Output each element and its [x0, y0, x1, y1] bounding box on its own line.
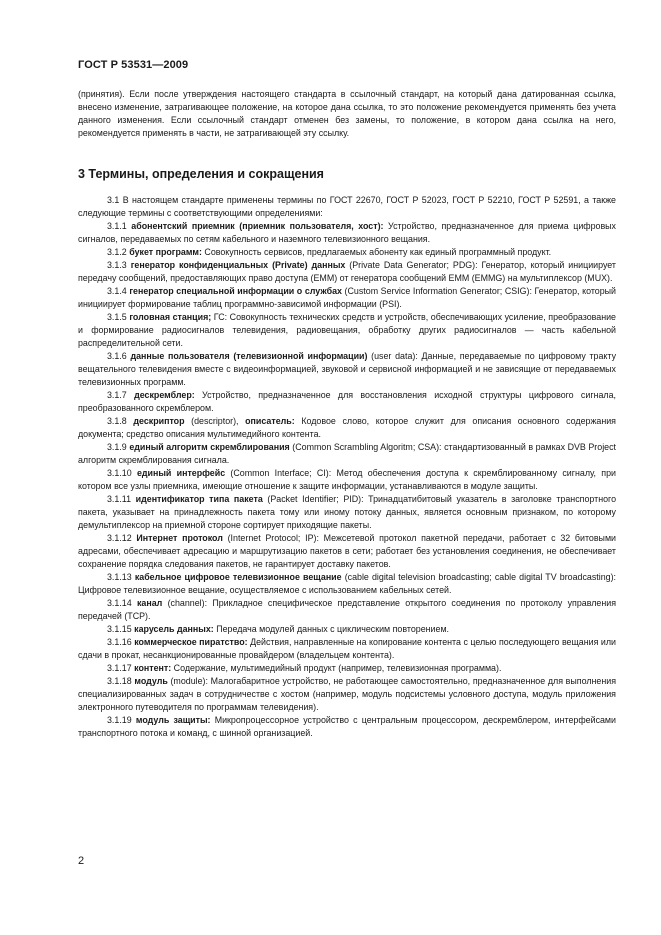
term-name: единый алгоритм скремблирования [129, 442, 290, 452]
term-number: 3.1.17 [107, 663, 132, 673]
term-name: абонентский приемник (приемник пользователя, хост): [131, 221, 384, 231]
intro-paragraph: (принятия). Если после утверждения настоящего стандарта в ссылочный стандарт, на который дана датированная ссылка, внесено изменение, затрагивающее положение, на которое дана ссылка, то это положение рекомендуется применять без учета данного изменения. Если ссылочный стандарт отменен без замены, то положение, в котором дана ссылка на него, рекомендуется применять в части, не затрагивающей эту ссылку. [78, 89, 616, 138]
term-name: канал [136, 598, 163, 608]
term-text: (Common Interface; CI): Метод обеспечения доступа к скремблированному сигналу, при котором все узлы приемника, имеющие отношение к защите информации, устанавливаются в модуле защиты. [78, 468, 616, 491]
term-name: генератор конфиденциальных (Private) данных [130, 260, 346, 270]
terms-list [78, 220, 616, 740]
term-name: Интернет протокол [136, 533, 223, 543]
term-text: (Private Data Generator; PDG): Генератор, который инициирует передачу сообщений, предоставляющих право доступа (EMM) от генератора сообщений EMM (EMMG) на мультиплексор (MUX). [78, 260, 616, 283]
term-definition [78, 389, 616, 415]
document-header: ГОСТ Р 53531—2009 [78, 59, 189, 71]
term-definition [78, 571, 616, 597]
lead-paragraph: 3.1 В настоящем стандарте применены термины по ГОСТ 22670, ГОСТ Р 52023, ГОСТ Р 52210, ГОСТ Р 52591, а также следующие термины с соответствующими определениями: [78, 195, 616, 218]
term-number: 3.1.14 [107, 598, 132, 608]
term-text: (Custom Service Information Generator; CSIG): Генератор, который инициирует формирование таблиц программно-зависимой информации (PSI). [78, 286, 616, 309]
term-number: 3.1.15 [107, 624, 132, 634]
term-name-alt: описатель: [245, 416, 295, 426]
term-text: Передача модулей данных с циклическим повторением. [213, 624, 450, 634]
term-definition [78, 415, 616, 441]
term-text: (user data): Данные, передаваемые по цифровому тракту вещательного телевидения вместе с видеоинформацией, звуковой и сервисной информацией и не зависящие от передаваемых телевизионных программ. [78, 351, 617, 387]
term-definition [78, 675, 616, 714]
term-name: идентификатор типа пакета [135, 494, 263, 504]
term-text: Совокупность сервисов, предлагаемых абоненту как единый программный продукт. [201, 247, 552, 257]
term-definition [78, 467, 616, 493]
term-definition [78, 246, 616, 259]
term-name: контент: [134, 663, 172, 673]
term-name: генератор специальной информации о службах [129, 286, 342, 296]
term-definition [78, 623, 616, 636]
term-text: Устройство, предназначенное для восстановления исходной структуры цифрового сигнала, преобразованного скремблером. [78, 390, 616, 413]
term-text: (cable digital television broadcasting; cable digital TV broadcasting): Цифровое телевизионное вещание, осуществляемое с использованием кабельных сетей. [78, 572, 617, 595]
term-name: карусель данных: [134, 624, 214, 634]
term-number: 3.1.16 [107, 637, 132, 647]
term-name: дескремблер: [134, 390, 195, 400]
term-definition [78, 714, 616, 740]
term-number: 3.1.10 [107, 468, 132, 478]
term-name: кабельное цифровое телевизионное вещание [134, 572, 342, 582]
term-text: Устройство, предназначенное для приема цифровых сигналов, передаваемых по сетям кабельного и наземного телевизионного вещания. [78, 221, 616, 244]
term-definition [78, 285, 616, 311]
term-number: 3.1.7 [107, 390, 127, 400]
term-definition [78, 259, 616, 285]
term-name: данные пользователя (телевизионной информации) [130, 351, 368, 361]
term-number: 3.1.1 [107, 221, 127, 231]
term-definition [78, 350, 616, 389]
term-number: 3.1.12 [107, 533, 132, 543]
term-definition [78, 220, 616, 246]
term-text: Микропроцессорное устройство с центральным процессором, дескремблером, интерфейсами транспортного потока и команд, с шинной организацией. [78, 715, 616, 738]
term-definition [78, 662, 616, 675]
term-number: 3.1.9 [107, 442, 127, 452]
section-title: 3 Термины, определения и сокращения [78, 167, 324, 181]
term-text: (descriptor), [184, 416, 246, 426]
term-definition [78, 597, 616, 623]
term-definition [78, 532, 616, 571]
term-text: Содержание, мультимедийный продукт (например, телевизионная программа). [171, 663, 502, 673]
term-name: модуль защиты: [135, 715, 211, 725]
term-number: 3.1.2 [107, 247, 127, 257]
term-number: 3.1.4 [107, 286, 127, 296]
term-number: 3.1.19 [107, 715, 132, 725]
term-name: коммерческое пиратство: [134, 637, 248, 647]
term-name: единый интерфейс [136, 468, 226, 478]
term-name: букет программ: [129, 247, 202, 257]
term-number: 3.1.13 [107, 572, 132, 582]
term-number: 3.1.5 [107, 312, 127, 322]
term-definition [78, 311, 616, 350]
term-definition [78, 441, 616, 467]
term-text-alt: Кодовое слово, которое служит для описания основного содержания документа; средство описания мультимедийного контента. [78, 416, 616, 439]
term-number: 3.1.3 [107, 260, 127, 270]
term-text: (channel): Прикладное специфическое представление открытого соединения по протоколу управления передачей (TCP). [78, 598, 616, 621]
page-content [78, 88, 616, 740]
term-number: 3.1.8 [107, 416, 127, 426]
term-definition [78, 493, 616, 532]
term-text: (module): Малогабаритное устройство, не работающее самостоятельно, предназначенное для выполнения специализированных задач в сотрудничестве с хостом (например, модуль подсистемы условного доступа, модуль приложения электронного путеводителя по программам телевидения). [78, 676, 616, 712]
term-number: 3.1.6 [107, 351, 127, 361]
term-number: 3.1.18 [107, 676, 132, 686]
term-text: Действия, направленные на копирование контента с целью последующего вещания или сдачи в прокат, несанкционированные провайдером (владельцем контента). [78, 637, 616, 660]
term-text: (Packet Identifier; PID): Тринадцатибитовый указатель в заголовке транспортного пакета, указывает на принадлежность пакета тому или иному потоку данных, является основным признаком, по которому демультиплексор на приемной стороне сортирует приходящие пакеты. [78, 494, 617, 530]
term-name: дескриптор [133, 416, 185, 426]
page-number: 2 [78, 855, 85, 867]
term-number: 3.1.11 [107, 494, 132, 504]
term-text: ГС: Совокупность технических средств и устройств, обеспечивающих усиление, преобразование и формирование радиосигналов телевидения, радиовещания, обработку других радиосигналов — часть кабельной распределительной сети. [78, 312, 616, 348]
term-text: (Common Scrambling Algoritm; CSA): стандартизованный в рамках DVB Project алгоритм скремблирования сигнала. [78, 442, 617, 465]
term-name: модуль [134, 676, 168, 686]
term-text: (Internet Protocol; IP): Межсетевой протокол пакетной передачи, работает с 32 битовыми адресами, обеспечивает адресацию и маршрутизацию пакетов в сети; работает без установления соединения, не обеспечивает сохранение порядка следования пакетов, не гарантирует доставку пакетов. [78, 533, 616, 569]
term-name: головная станция; [129, 312, 212, 322]
term-definition [78, 636, 616, 662]
